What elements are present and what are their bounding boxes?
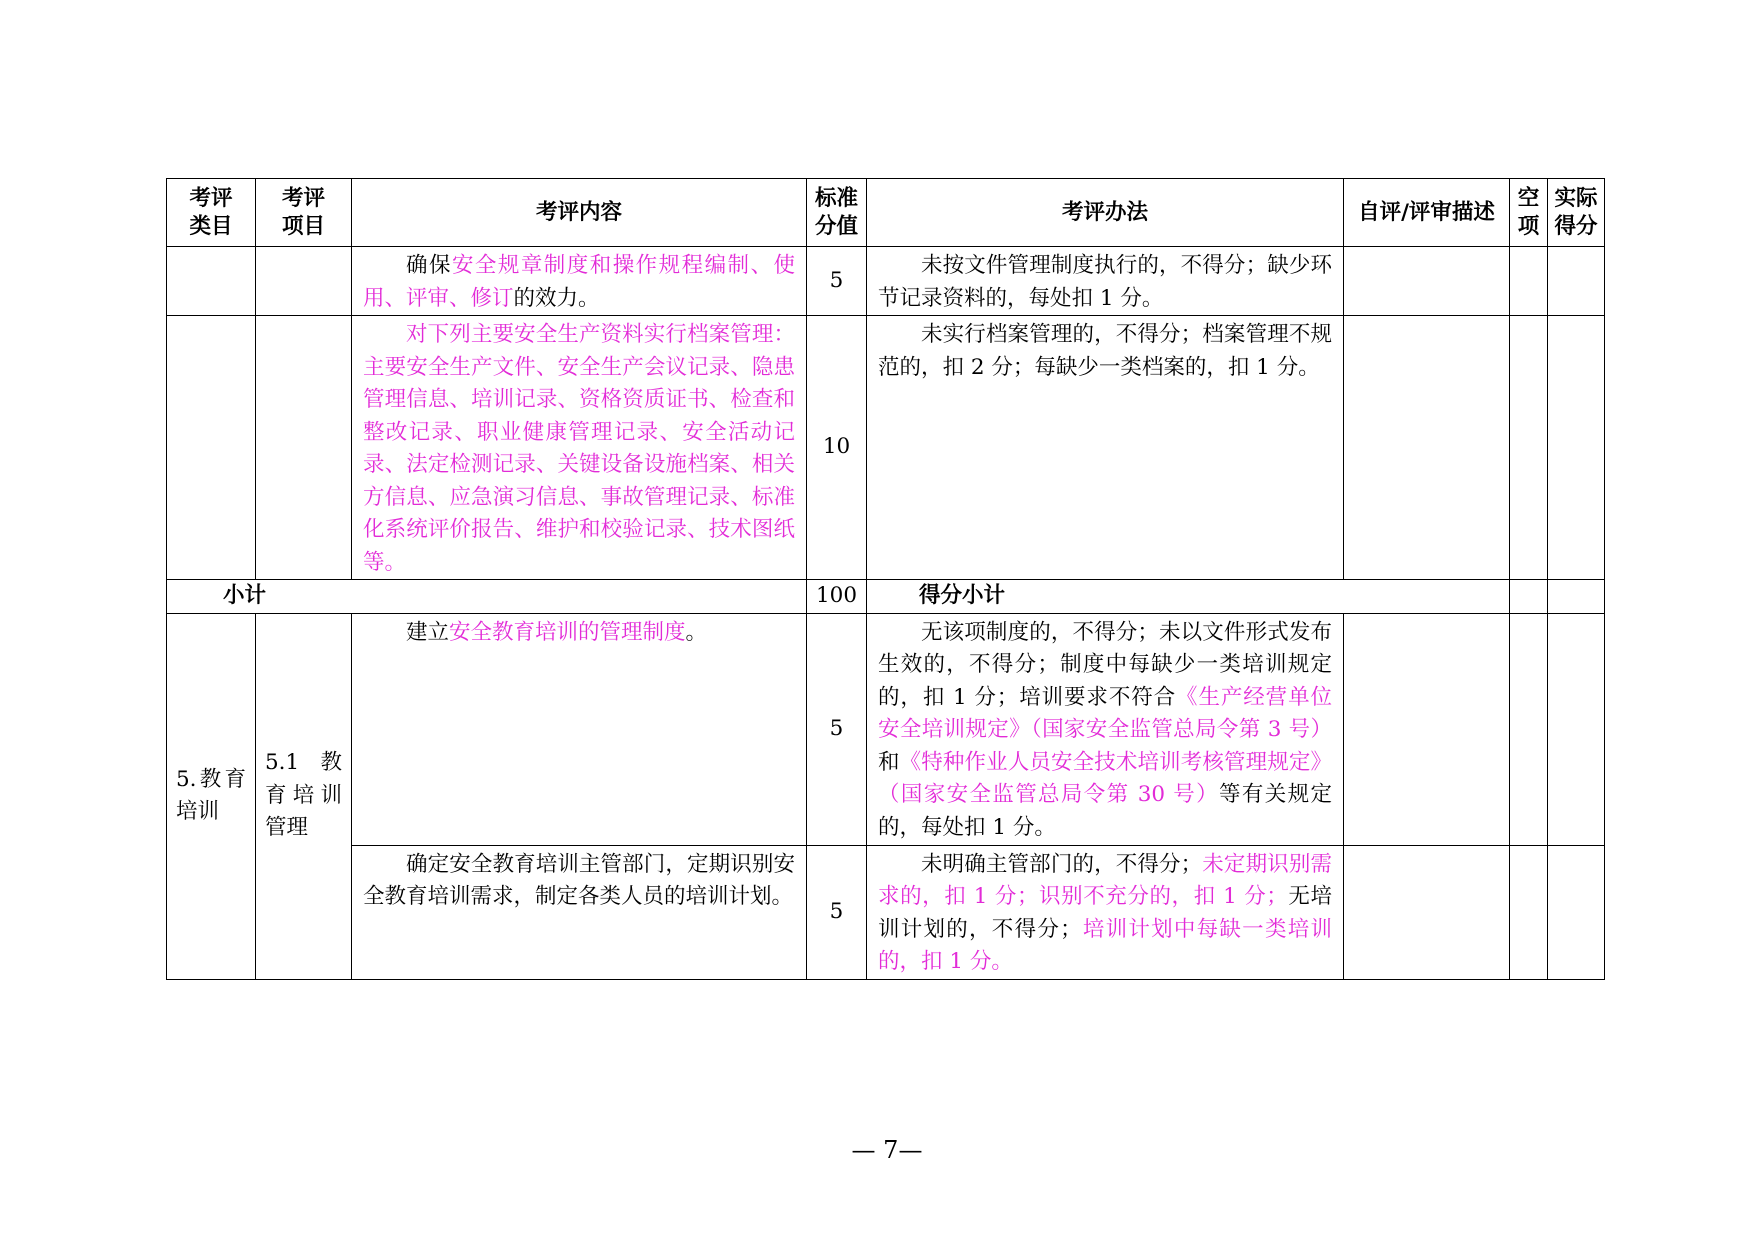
table-row (167, 845, 1605, 979)
content-cell (352, 316, 807, 580)
text-run: 未实行档案管理的，不得分；档案管理不规范的，扣 2 分；每缺少一类档案的，扣 1 分。 (878, 322, 1332, 380)
evaluation-table (166, 178, 1605, 980)
header-empty-line: 空 (1517, 185, 1540, 211)
subtotal-score-label: 得分小计 (919, 583, 1006, 608)
actual-score-cell (1548, 247, 1605, 316)
section-item-cell (256, 613, 352, 979)
text-run: 建立 (406, 619, 450, 645)
text-run: 无该项制度的，不得分；未以文件形式发布生效的，不得分；制度中每缺少一类培训规定的，扣 1 分；培训要求不符合 (878, 619, 1332, 710)
category-cell (167, 316, 256, 580)
text-run: 未定期识别需求的，扣 1 分；识别不充分的，扣 1 分； (878, 851, 1332, 909)
text-run: 安全规章制度和操作规程编制、使用、评审、修订 (363, 253, 795, 311)
header-actual-score (1548, 179, 1605, 247)
method-text (867, 614, 1343, 845)
empty-item-cell (1510, 247, 1548, 316)
header-item (256, 179, 352, 247)
header-empty-line: 项 (1517, 213, 1540, 239)
table-row (167, 316, 1605, 580)
header-actual-line: 得分 (1554, 213, 1598, 239)
subtotal-score-label-cell (867, 580, 1510, 614)
text-run: 确保 (406, 253, 452, 278)
header-empty-item (1510, 179, 1548, 247)
table-header-row (167, 179, 1605, 247)
header-score-line: 分值 (814, 213, 858, 239)
header-category (167, 179, 256, 247)
content-cell (352, 613, 807, 845)
content-text (352, 316, 806, 579)
method-text (867, 846, 1343, 979)
score-cell: 5 (807, 845, 867, 979)
score-cell: 5 (807, 613, 867, 845)
item-cell (256, 247, 352, 316)
text-run: 未明确主管部门的，不得分； (921, 851, 1203, 877)
content-text (352, 614, 806, 650)
text-run: 。 (685, 619, 708, 645)
method-text (867, 316, 1343, 384)
method-cell (867, 247, 1344, 316)
actual-score-cell (1548, 845, 1605, 979)
text-run: 等有关规定的，每处扣 1 分。 (878, 782, 1332, 840)
score-cell: 5 (807, 247, 867, 316)
text-run: 确定安全教育培训主管部门，定期识别安全教育培训需求，制定各类人员的培训计划。 (363, 851, 795, 909)
subtotal-label-cell (167, 580, 807, 614)
actual-score-cell (1548, 580, 1605, 614)
content-cell (352, 845, 807, 979)
self-eval-cell (1344, 316, 1510, 580)
method-cell (867, 613, 1344, 845)
text-run: 培训计划中每缺一类培训的，扣 1 分。 (878, 916, 1332, 974)
method-cell (867, 845, 1344, 979)
header-category-line: 考评 (189, 185, 233, 211)
empty-item-cell (1510, 580, 1548, 614)
header-category-line: 类目 (189, 213, 233, 239)
header-self-eval: 自评/评审描述 (1344, 179, 1510, 247)
self-eval-cell (1344, 845, 1510, 979)
category-cell (167, 247, 256, 316)
content-text (352, 247, 806, 315)
score-cell: 10 (807, 316, 867, 580)
item-cell (256, 316, 352, 580)
section-category-cell (167, 613, 256, 979)
header-score-line: 标准 (814, 185, 858, 211)
subtotal-row (167, 580, 1605, 614)
header-actual-line: 实际 (1554, 185, 1598, 211)
header-score (807, 179, 867, 247)
text-run: 对下列主要安全生产资料实行档案管理：主要安全生产文件、安全生产会议记录、隐患管理信息、培训记录、资格资质证书、检查和整改记录、职业健康管理记录、安全活动记录、法定检测记录、关键设备设施档案、相关方信息、应急演习信息、事故管理记录、标准化系统评价报告、维护和校验记录、技术图纸等。 (363, 322, 795, 575)
table-row (167, 613, 1605, 845)
content-text (352, 846, 806, 914)
text-run: 《生产经营单位安全培训规定》（国家安全监管总局令第 3 号） (878, 684, 1332, 742)
text-run: 《特种作业人员安全技术培训考核管理规定》（国家安全监管总局令第 30 号） (878, 749, 1332, 807)
text-run: 安全教育培训的管理制度 (449, 619, 686, 645)
self-eval-cell (1344, 247, 1510, 316)
self-eval-cell (1344, 613, 1510, 845)
subtotal-label: 小计 (223, 583, 267, 608)
text-run: 的效力。 (513, 285, 600, 311)
header-item-line: 考评 (281, 185, 325, 211)
page-number: — 7— (851, 1136, 923, 1164)
header-item-line: 项目 (281, 213, 325, 239)
text-run: 和 (878, 749, 900, 775)
content-cell (352, 247, 807, 316)
section-category: 5.教育培训 (176, 766, 246, 824)
method-cell (867, 316, 1344, 580)
section-item: 5.1 教育培训管理 (265, 750, 342, 841)
subtotal-score: 100 (807, 580, 867, 614)
header-content: 考评内容 (352, 179, 807, 247)
empty-item-cell (1510, 613, 1548, 845)
text-run: 无培训计划的，不得分； (878, 884, 1332, 942)
empty-item-cell (1510, 845, 1548, 979)
method-text (867, 247, 1343, 315)
text-run: 未按文件管理制度执行的，不得分；缺少环节记录资料的，每处扣 1 分。 (878, 253, 1332, 311)
header-method: 考评办法 (867, 179, 1344, 247)
actual-score-cell (1548, 316, 1605, 580)
empty-item-cell (1510, 316, 1548, 580)
actual-score-cell (1548, 613, 1605, 845)
table-row (167, 247, 1605, 316)
